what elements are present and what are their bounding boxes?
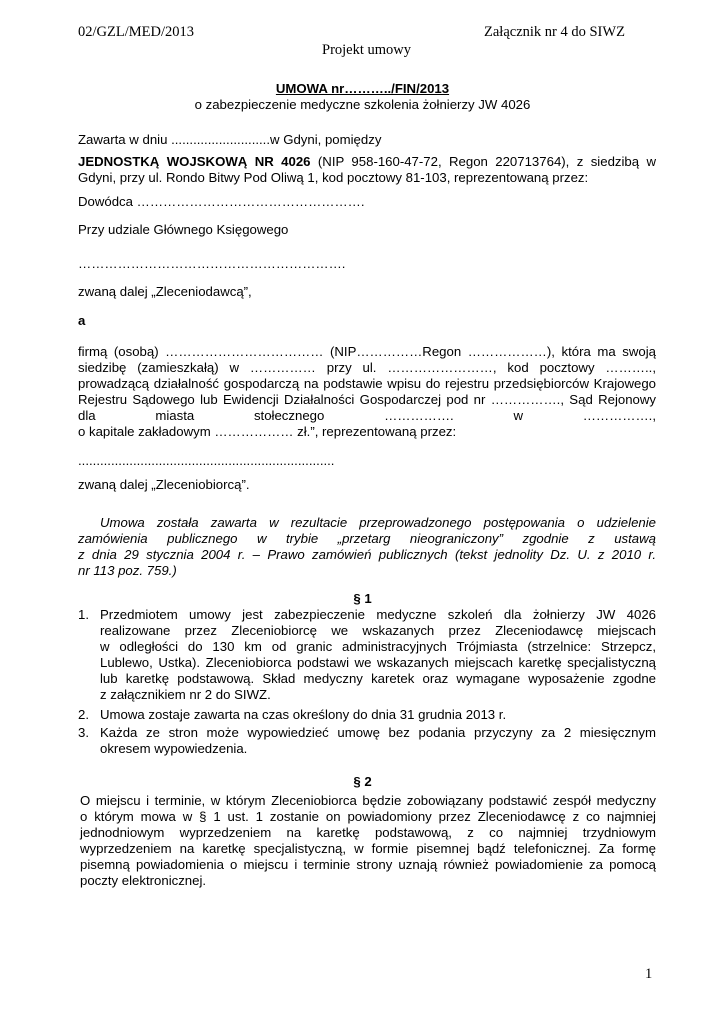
item-number: 3. — [78, 725, 89, 740]
contract-title: UMOWA nr………../FIN/2013 — [275, 81, 450, 96]
item-line: z załącznikiem nr 2 do SIWZ. — [100, 687, 271, 702]
firm-line: prowadzącą działalność gospodarczą na podstawie wpisu do rejestru przedsiębiorców Krajowego — [78, 376, 656, 391]
section-2-line: O miejscu i terminie, w którym Zleceniobiorca będzie zobowiązany podstawić zespół medyczny — [80, 793, 656, 808]
contractor-called: zwaną dalej „Zleceniobiorcą”. — [78, 477, 250, 492]
client-called: zwaną dalej „Zleceniodawcą”, — [78, 284, 252, 299]
item-line: Lublewo, Ustka). Zleceniobiorca podstawi we wskazanych miejscach karetkę specjalistyczną — [100, 655, 656, 670]
contract-subtitle: o zabezpieczenie medyczne szkolenia żołnierzy JW 4026 — [194, 97, 531, 112]
accountant-line: Przy udziale Głównego Księgowego — [78, 222, 289, 237]
unit-details: (NIP 958-160-47-72, Regon 220713764), z siedzibą w — [317, 154, 657, 169]
preamble-line: Umowa została zawarta w rezultacie przeprowadzonego postępowania o udzielenie — [100, 515, 656, 530]
firm-line: siedzibę (zamieszkałą) w …………… przy ul. ……………………, kod pocztowy ……….., — [78, 360, 656, 375]
section-2-line: jednodniowym wyprzedzeniem na karetkę podstawową, z co najmniej trzydniowym — [80, 825, 656, 840]
item-line: Każda ze stron może wypowiedzieć umowę bez podania przyczyny za 2 miesięcznym — [100, 725, 656, 740]
contractor-dots: ...................................................................... — [78, 453, 335, 468]
firm-line: firmą (osobą) ……………………………… (NIP……………Regon ………………), która ma swoją — [78, 344, 656, 359]
section-2-line: pisemną powiadomienia o miejscu i terminie strony uznają również powiadomienie za pomocą — [80, 857, 656, 872]
commander-line: Dowódca ……………………………………………. — [78, 194, 365, 209]
unit-line-1 — [78, 153, 656, 170]
item-number: 1. — [78, 607, 89, 622]
section-2-line: wyprzedzeniem na karetkę specjalistyczną, w formie pisemnej bądź telefonicznej. Za formę — [80, 841, 656, 856]
and-label: a — [78, 313, 86, 328]
section-2-line: o którym mowa w § 1 ust. 1 zostanie on powiadomiony przez Zleceniodawcę z co najmniej — [80, 809, 656, 824]
preamble-line: zamówienia publicznego w trybie „przetarg nieograniczony” zgodnie z ustawą — [78, 531, 656, 546]
document-reference: 02/GZL/MED/2013 — [78, 24, 194, 40]
project-label: Projekt umowy — [322, 42, 412, 58]
item-line: Przedmiotem umowy jest zabezpieczenie medyczne szkoleń dla żołnierzy JW 4026 — [100, 607, 656, 622]
item-line: lub karetkę podstawową. Skład medyczny karetek oraz wymagane wyposażenie zgodne — [100, 671, 656, 686]
preamble-line: z dnia 29 stycznia 2004 r. – Prawo zamówień publicznych (tekst jednolity Dz. U. z 2010 r. — [78, 547, 656, 562]
item-line: Umowa zostaje zawarta na czas określony do dnia 31 grudnia 2013 r. — [100, 707, 507, 722]
item-number: 2. — [78, 707, 89, 722]
item-line: w odległości do 130 km od granic administracyjnych Trójmiasta (strzelnice: Strzepcz, — [100, 639, 656, 654]
accountant-dots: ……………………………………………………. — [78, 256, 346, 271]
section-2-line: poczty elektronicznej. — [80, 873, 207, 888]
firm-line: Rejestru Sądowego lub Ewidencji Działalności Gospodarczej pod nr ……………., Sąd Rejonowy — [78, 392, 656, 407]
unit-name: JEDNOSTKĄ WOJSKOWĄ NR 4026 — [78, 154, 311, 169]
capital-line: o kapitale zakładowym ……………… zł.”, reprezentowaną przez: — [78, 424, 457, 439]
concluded-line: Zawarta w dniu ...........................w Gdyni, pomiędzy — [78, 132, 382, 147]
item-line: realizowane przez Zleceniobiorcę we wskazanych przez Zleceniodawcę miejscach — [100, 623, 656, 638]
unit-line-2: Gdyni, przy ul. Rondo Bitwy Pod Oliwą 1, kod pocztowy 81-103, reprezentowaną przez: — [78, 170, 589, 185]
firm-line: dla miasta stołecznego ……………. w ……………., — [78, 408, 656, 423]
section-1-heading: § 1 — [353, 591, 372, 606]
attachment-label: Załącznik nr 4 do SIWZ — [484, 24, 625, 40]
page-number: 1 — [645, 966, 653, 982]
section-2-heading: § 2 — [353, 774, 372, 789]
item-line: okresem wypowiedzenia. — [100, 741, 248, 756]
preamble-line: nr 113 poz. 759.) — [78, 563, 177, 578]
